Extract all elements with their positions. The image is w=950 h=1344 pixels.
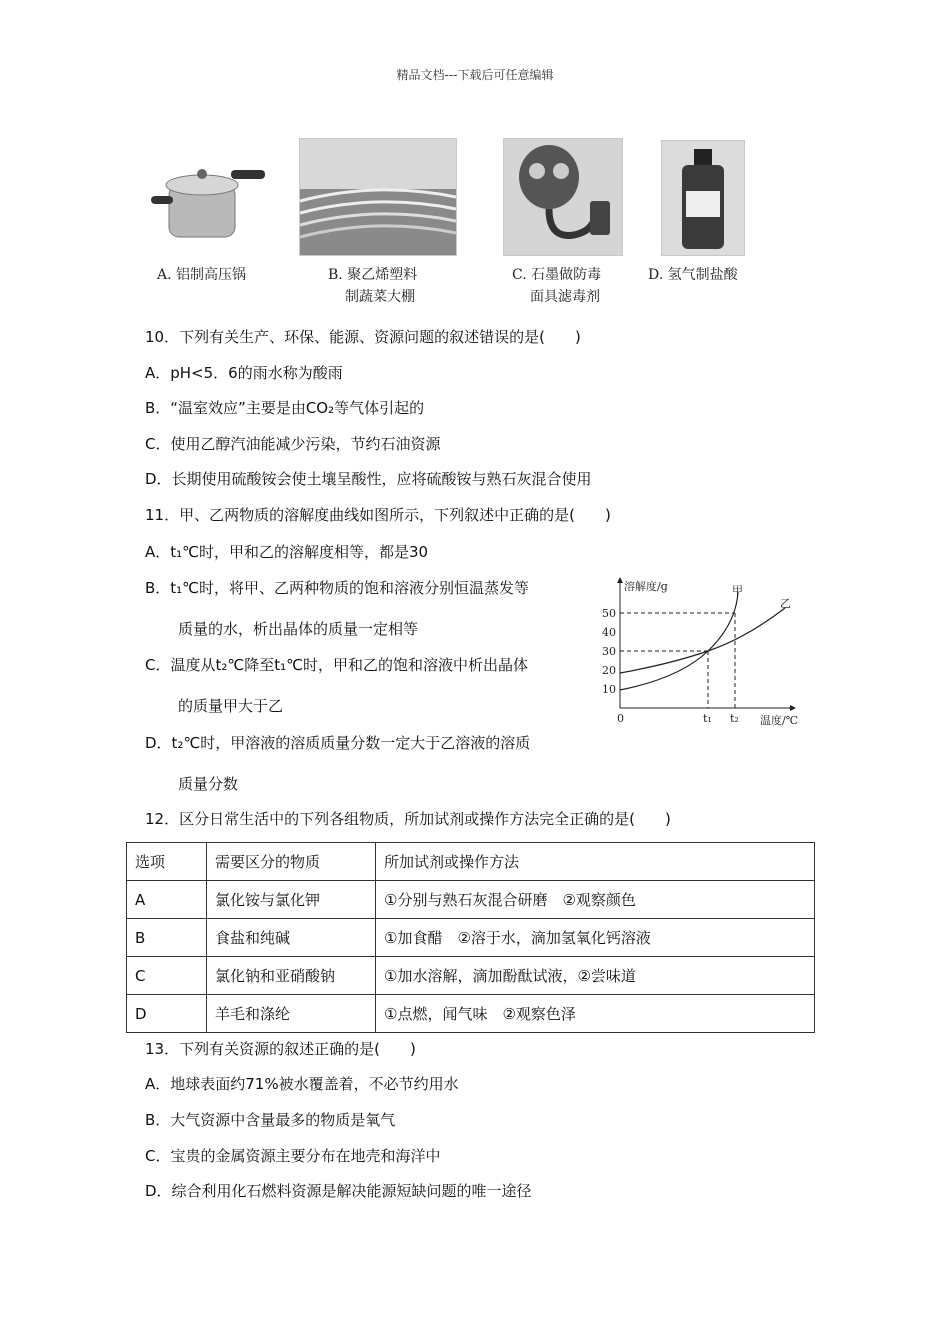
- q13-option-a: A．地球表面约71%被水覆盖着，不必节约用水: [145, 1075, 459, 1093]
- q11-option-b: B．t₁℃时，将甲、乙两种物质的饱和溶液分别恒温蒸发等: [145, 579, 530, 597]
- table-header-cell: 所加试剂或操作方法: [376, 843, 815, 881]
- page-header: 精品文档---下载后可任意编辑: [396, 68, 554, 82]
- q13-option-c: C．宝贵的金属资源主要分布在地壳和海洋中: [145, 1147, 441, 1165]
- curve-yi: [620, 608, 785, 673]
- q10-option-a: A．pH<5．6的雨水称为酸雨: [145, 364, 343, 382]
- greenhouse-photo: [299, 138, 457, 256]
- table-cell: D: [127, 995, 207, 1033]
- curve-jia-label: 甲: [732, 584, 743, 597]
- table-row: [127, 957, 815, 995]
- table-cell: C: [127, 957, 207, 995]
- q10-stem: 10．下列有关生产、环保、能源、资源问题的叙述错误的是( ): [145, 328, 581, 346]
- pressure-cooker-photo: [147, 150, 269, 250]
- table-row: [127, 881, 815, 919]
- image-caption-c: C. 石墨做防毒: [512, 267, 602, 283]
- q10-option-b: B．“温室效应”主要是由CO₂等气体引起的: [145, 399, 425, 417]
- image-caption-a: A. 铝制高压锅: [157, 267, 247, 283]
- q13-option-d: D．综合利用化石燃料资源是解决能源短缺问题的唯一途径: [145, 1182, 532, 1200]
- q13-stem: 13．下列有关资源的叙述正确的是( ): [145, 1040, 416, 1058]
- origin-label: 0: [617, 712, 624, 725]
- y-tick-20: 20: [602, 664, 616, 677]
- q10-option-d: D．长期使用硫酸铵会使土壤呈酸性，应将硫酸铵与熟石灰混合使用: [145, 470, 592, 488]
- q11-stem: 11．甲、乙两物质的溶解度曲线如图所示，下列叙述中正确的是( ): [145, 506, 611, 524]
- table-cell: B: [127, 919, 207, 957]
- table-cell: ①加水溶解，滴加酚酞试液，②尝味道: [376, 957, 815, 995]
- table-cell: ①加食醋 ②溶于水，滴加氢氧化钙溶液: [376, 919, 815, 957]
- y-tick-10: 10: [602, 683, 616, 696]
- reagent-bottle-photo: [661, 140, 745, 256]
- q10-option-c: C．使用乙醇汽油能减少污染，节约石油资源: [145, 435, 441, 453]
- x-tick-t2: t₂: [730, 712, 739, 725]
- gas-mask-photo: [503, 138, 623, 256]
- q11-option-a: A．t₁℃时，甲和乙的溶解度相等，都是30: [145, 543, 429, 561]
- table-cell: 氯化铵与氯化钾: [207, 881, 376, 919]
- q12-stem: 12．区分日常生活中的下列各组物质，所加试剂或操作方法完全正确的是( ): [145, 810, 671, 828]
- q11-option-d-cont: 质量分数: [178, 775, 239, 793]
- y-tick-50: 50: [602, 607, 616, 620]
- image-caption-c-line2: 面具滤毒剂: [530, 289, 600, 305]
- q11-option-b-cont: 质量的水，析出晶体的质量一定相等: [178, 620, 419, 638]
- solubility-graph: [590, 574, 820, 734]
- y-tick-40: 40: [602, 626, 616, 639]
- image-caption-b-line2: 制蔬菜大棚: [345, 289, 415, 305]
- table-header-cell: 需要区分的物质: [207, 843, 376, 881]
- q11-option-c-cont: 的质量甲大于乙: [178, 697, 284, 715]
- table-cell: A: [127, 881, 207, 919]
- q11-option-d: D．t₂℃时，甲溶液的溶质质量分数一定大于乙溶液的溶质: [145, 734, 531, 752]
- q11-option-c: C．温度从t₂℃降至t₁℃时，甲和乙的饱和溶液中析出晶体: [145, 656, 528, 674]
- table-cell: ①点燃，闻气味 ②观察色泽: [376, 995, 815, 1033]
- y-axis-label: 溶解度/g: [624, 580, 668, 593]
- table-row: [127, 995, 815, 1033]
- image-caption-d: D. 氢气制盐酸: [648, 267, 738, 283]
- curve-yi-label: 乙: [780, 597, 791, 610]
- x-axis-label: 温度/℃: [760, 714, 799, 727]
- q13-option-b: B．大气资源中含量最多的物质是氧气: [145, 1111, 396, 1129]
- y-tick-30: 30: [602, 645, 616, 658]
- q12-table: [126, 842, 815, 1033]
- image-caption-b: B. 聚乙烯塑料: [328, 267, 418, 283]
- table-row: [127, 919, 815, 957]
- table-cell: 食盐和纯碱: [207, 919, 376, 957]
- table-cell: 氯化钠和亚硝酸钠: [207, 957, 376, 995]
- table-header-cell: 选项: [127, 843, 207, 881]
- table-header-row: [127, 843, 815, 881]
- curve-jia: [620, 592, 738, 690]
- x-tick-t1: t₁: [703, 712, 712, 725]
- table-cell: ①分别与熟石灰混合研磨 ②观察颜色: [376, 881, 815, 919]
- table-cell: 羊毛和涤纶: [207, 995, 376, 1033]
